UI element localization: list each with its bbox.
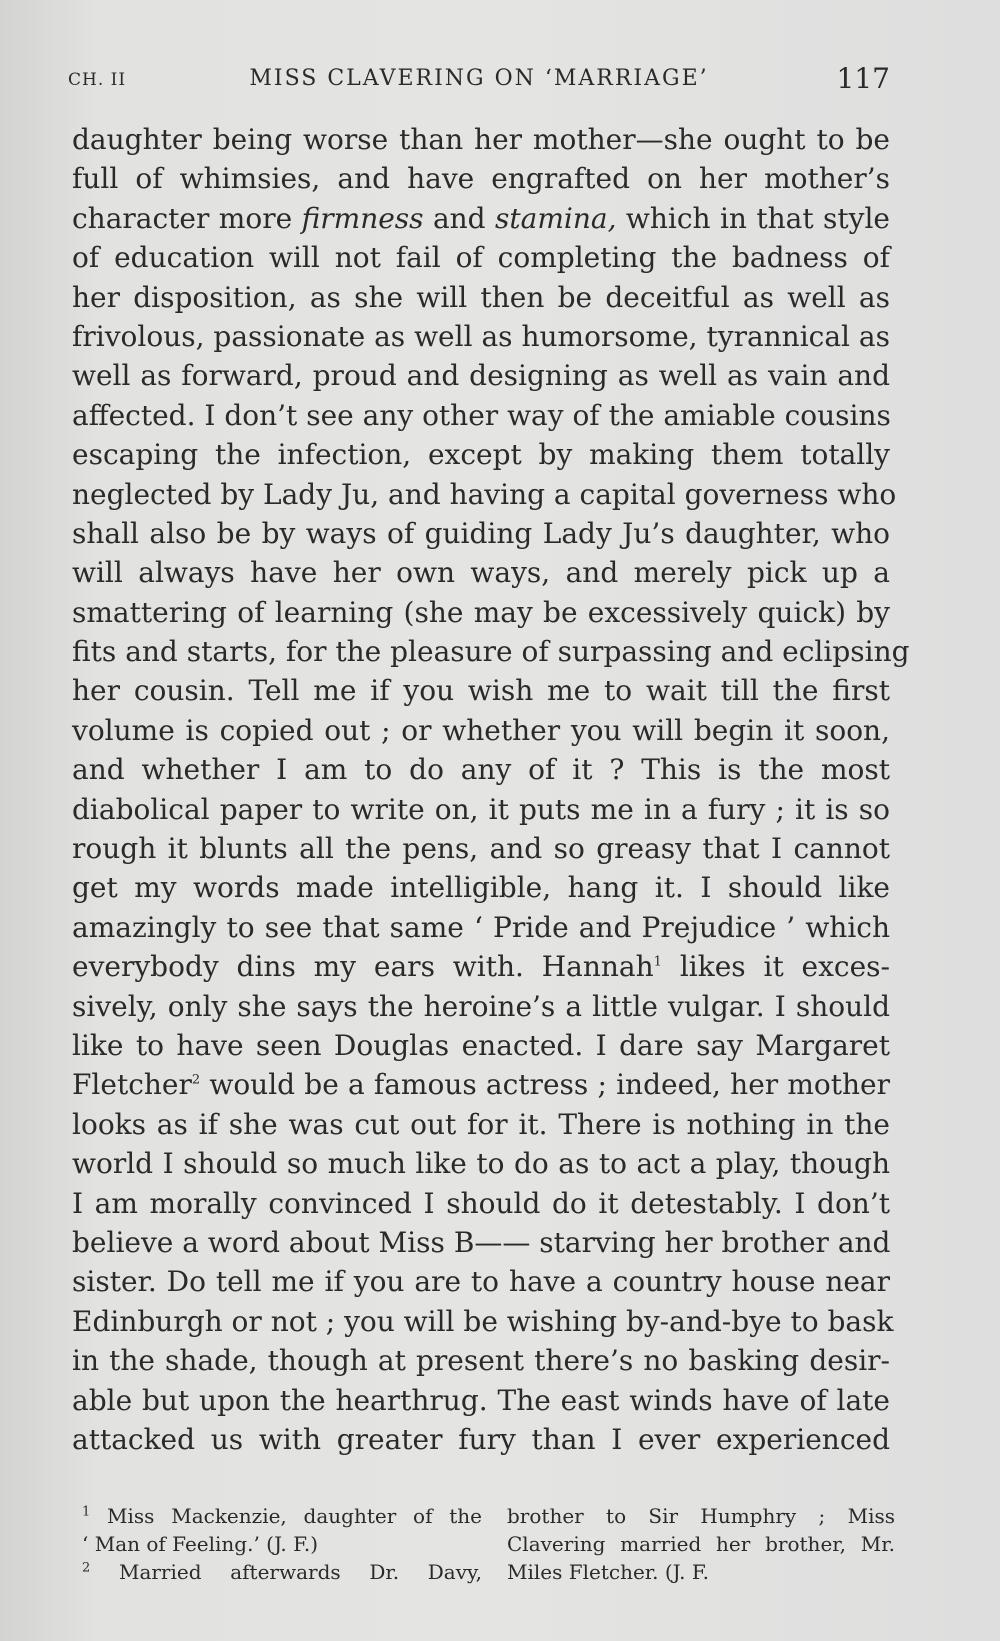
text-line: shall also be by ways of guiding Lady Ju’s daughter, who xyxy=(72,516,890,550)
text-line: affected. I don’t see any other way of the amiable cousins xyxy=(72,398,891,432)
text-line: world I should so much like to do as to act a play, though xyxy=(72,1147,890,1181)
text-line: able but upon the hearthrug. The east winds have of late xyxy=(72,1383,890,1417)
footnote-line: brother to Sir Humphry ; Miss xyxy=(507,1504,895,1528)
text-line: escaping the infection, except by making them totally xyxy=(72,438,890,472)
text-line: believe a word about Miss B—— starving her brother and xyxy=(72,1225,891,1259)
footnote-line: ‘ Man of Feeling.’ (J. F.) xyxy=(82,1532,319,1556)
text-line: well as forward, proud and designing as well as vain and xyxy=(72,359,890,393)
text-line: sively, only she says the heroine’s a little vulgar. I should xyxy=(72,989,890,1023)
running-title: MISS CLAVERING ON ‘MARRIAGE’ xyxy=(249,66,709,91)
footnote-marker: 2 xyxy=(191,1073,201,1089)
footnote-line: $^1$ Miss Mackenzie, daughter of the xyxy=(82,1504,482,1528)
footnote-line: Miles Fletcher. (J. F. xyxy=(507,1560,709,1584)
text-line: will always have her own ways, and merely pick up a xyxy=(72,556,890,590)
text-line: Fletcher$^2$ would be a famous actress ; indeed, her mother xyxy=(72,1068,890,1102)
footnote-number: 2 xyxy=(82,1560,91,1576)
body-text xyxy=(72,120,910,1459)
chapter-label: CH. II xyxy=(68,70,127,90)
text-line: rough it blunts all the pens, and so greasy that I cannot xyxy=(72,832,890,866)
text-line: frivolous, passionate as well as humorsome, tyrannical as xyxy=(72,319,890,353)
italic-word: stamina, xyxy=(495,201,617,235)
text-line: in the shade, though at present there’s no basking desir- xyxy=(72,1344,890,1378)
text-line: looks as if she was cut out for it. There is nothing in the xyxy=(72,1107,890,1141)
text-line: character more firmness and stamina, which in that style xyxy=(72,201,890,235)
text-line: neglected by Lady Ju, and having a capital governess who xyxy=(72,477,897,511)
page-header xyxy=(68,62,890,98)
text-line: her disposition, as she will then be deceitful as well as xyxy=(72,280,890,314)
text-line: and whether I am to do any of it ? This is the most xyxy=(72,753,890,787)
footnote-marker: 1 xyxy=(653,954,662,970)
text-line: daughter being worse than her mother—she ought to be xyxy=(72,123,890,156)
footnotes-left-column xyxy=(82,1502,482,1586)
text-line: Edinburgh or not ; you will be wishing by-and-bye to bask xyxy=(72,1304,894,1338)
footnote-line: $^2$ Married afterwards Dr. Davy, xyxy=(82,1560,483,1584)
text-line: amazingly to see that same ‘ Pride and Prejudice ’ which xyxy=(72,910,890,944)
text-line: volume is copied out ; or whether you will begin it soon, xyxy=(72,713,890,747)
text-line: get my words made intelligible, hang it. I should like xyxy=(72,871,890,905)
text-line: smattering of learning (she may be excessively quick) by xyxy=(72,595,890,629)
text-line: full of whimsies, and have engrafted on her mother’s xyxy=(72,162,890,196)
text-line: everybody dins my ears with. Hannah$^1$ likes it exces- xyxy=(72,950,890,984)
text-line: attacked us with greater fury than I ever experienced xyxy=(72,1422,890,1456)
page-number: 117 xyxy=(836,62,890,95)
text-line: I am morally convinced I should do it detestably. I don’t xyxy=(72,1186,890,1220)
text-line: her cousin. Tell me if you wish me to wait till the first xyxy=(72,674,890,708)
text-line: of education will not fail of completing the badness of xyxy=(72,241,890,275)
text-line: sister. Do tell me if you are to have a country house near xyxy=(72,1265,890,1299)
footnote-line: Clavering married her brother, Mr. xyxy=(507,1532,895,1556)
italic-word: firmness xyxy=(301,201,424,235)
text-line: fits and starts, for the pleasure of surpassing and eclipsing xyxy=(72,635,910,669)
text-line: like to have seen Douglas enacted. I dare say Margaret xyxy=(72,1028,890,1062)
footnote-number: 1 xyxy=(82,1504,91,1520)
footnotes-right-column xyxy=(507,1502,895,1586)
text-line: diabolical paper to write on, it puts me in a fury ; it is so xyxy=(72,792,890,826)
